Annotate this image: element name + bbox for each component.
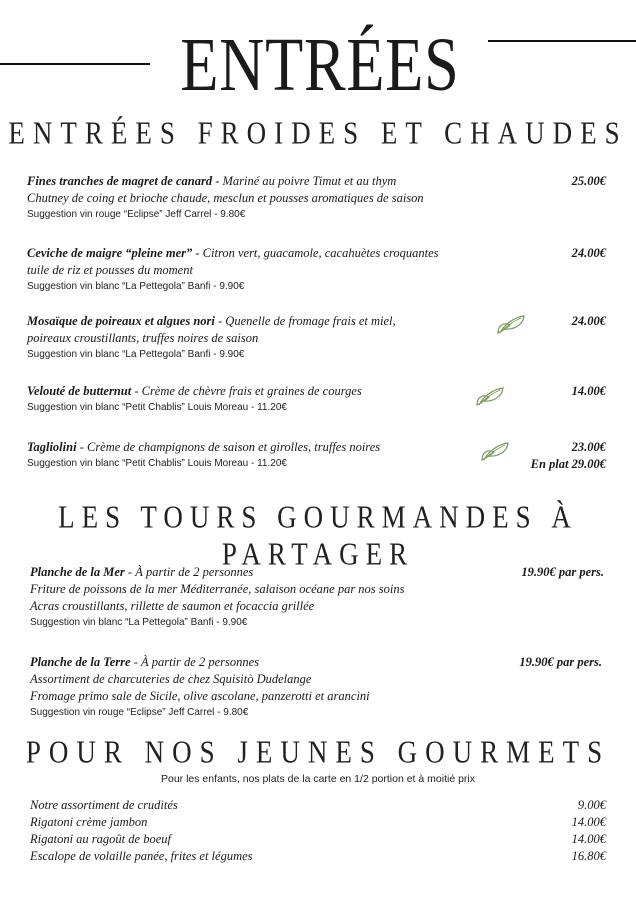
item-price: 19.90€ par pers. bbox=[519, 655, 602, 669]
item-price-main-course: En plat 29.00€ bbox=[530, 457, 606, 471]
menu-item bbox=[27, 245, 612, 294]
item-price: 25.00€ bbox=[571, 174, 606, 188]
page-title: ENTRÉES bbox=[180, 23, 460, 107]
item-description-2: Chutney de coing et brioche chaude, mesclun et pousses aromatiques de saison bbox=[27, 191, 424, 205]
item-description: - Citron vert, guacamole, cacahuètes croquantes bbox=[192, 246, 439, 260]
item-description-2: poireaux croustillants, truffes noires de saison bbox=[27, 331, 259, 345]
list-item bbox=[30, 814, 606, 831]
item-description: - À partir de 2 personnes bbox=[130, 655, 260, 669]
item-description: - Crème de chèvre frais et graines de courges bbox=[131, 384, 362, 398]
kids-item-price: 14.00€ bbox=[571, 815, 606, 829]
item-name: Planche de la Terre bbox=[30, 655, 131, 669]
kids-item-name: Rigatoni crème jambon bbox=[30, 815, 148, 829]
item-description: - Quenelle de fromage frais et miel, bbox=[214, 314, 396, 328]
item-description: - Mariné au poivre Timut et au thym bbox=[212, 174, 397, 188]
item-description: - Crème de champignons de saison et girolles, truffes noires bbox=[76, 440, 381, 454]
kids-item-price: 16.80€ bbox=[571, 849, 606, 863]
section-heading-kids: POUR NOS JEUNES GOURMETS bbox=[25, 734, 611, 770]
wine-suggestion: Suggestion vin rouge “Eclipse” Jeff Carrel - 9.80€ bbox=[30, 707, 249, 718]
item-name: Mosaïque de poireaux et algues nori bbox=[27, 314, 215, 328]
kids-item-name: Escalope de volaille panée, frites et légumes bbox=[30, 849, 253, 863]
title-rule-left bbox=[0, 63, 150, 65]
menu-item bbox=[27, 383, 612, 415]
item-price: 23.00€ bbox=[571, 440, 606, 454]
item-description-2: Assortiment de charcuteries de chez Squisitò Dudelange bbox=[30, 672, 312, 686]
item-price: 19.90€ par pers. bbox=[521, 565, 604, 579]
menu-item bbox=[27, 173, 612, 222]
section-heading-entrees: ENTRÉES FROIDES ET CHAUDES bbox=[8, 115, 628, 151]
list-item bbox=[30, 797, 606, 814]
item-description-3: Fromage primo sale de Sicile, olive ascolane, panzerotti et arancini bbox=[30, 689, 370, 703]
item-price: 24.00€ bbox=[571, 314, 606, 328]
kids-item-price: 14.00€ bbox=[571, 832, 606, 846]
item-price: 14.00€ bbox=[571, 384, 606, 398]
list-item bbox=[30, 848, 606, 865]
kids-item-price: 9.00€ bbox=[577, 798, 606, 812]
wine-suggestion: Suggestion vin blanc “Petit Chablis” Louis Moreau - 11.20€ bbox=[27, 458, 287, 469]
item-name: Velouté de butternut bbox=[27, 384, 132, 398]
kids-menu-list bbox=[30, 797, 606, 865]
leaf-icon bbox=[473, 385, 505, 407]
item-description-2: Friture de poissons de la mer Méditerranée, salaison océane par nos soins bbox=[30, 582, 405, 596]
wine-suggestion: Suggestion vin rouge “Eclipse” Jeff Carrel - 9.80€ bbox=[27, 209, 246, 220]
menu-item bbox=[30, 564, 604, 630]
item-description: - À partir de 2 personnes bbox=[124, 565, 254, 579]
item-name: Tagliolini bbox=[27, 440, 77, 454]
menu-item bbox=[30, 654, 602, 720]
item-description-3: Acras croustillants, rillette de saumon et focaccia grillée bbox=[30, 599, 315, 613]
wine-suggestion: Suggestion vin blanc “Petit Chablis” Louis Moreau - 11.20€ bbox=[27, 402, 287, 413]
wine-suggestion: Suggestion vin blanc “La Pettegola” Banfi - 9.90€ bbox=[27, 281, 245, 292]
wine-suggestion: Suggestion vin blanc “La Pettegola” Banfi - 9.90€ bbox=[27, 349, 245, 360]
section-heading-tours: LES TOURS GOURMANDES À PARTAGER bbox=[58, 499, 578, 572]
list-item bbox=[30, 831, 606, 848]
kids-item-name: Rigatoni au ragoût de boeuf bbox=[30, 832, 171, 846]
kids-subtitle: Pour les enfants, nos plats de la carte en 1/2 portion et à moitié prix bbox=[160, 773, 475, 785]
title-rule-right bbox=[488, 40, 636, 42]
item-name: Planche de la Mer bbox=[30, 565, 125, 579]
item-description-2: tuile de riz et pousses du moment bbox=[27, 263, 193, 277]
item-price: 24.00€ bbox=[571, 246, 606, 260]
menu-item bbox=[27, 439, 612, 471]
wine-suggestion: Suggestion vin blanc “La Pettegola” Banfi - 9.90€ bbox=[30, 617, 248, 628]
kids-item-name: Notre assortiment de crudités bbox=[30, 798, 178, 812]
leaf-icon bbox=[494, 313, 526, 335]
leaf-icon bbox=[478, 440, 510, 462]
item-name: Ceviche de maigre “pleine mer” bbox=[27, 246, 193, 260]
item-name: Fines tranches de magret de canard bbox=[27, 174, 213, 188]
